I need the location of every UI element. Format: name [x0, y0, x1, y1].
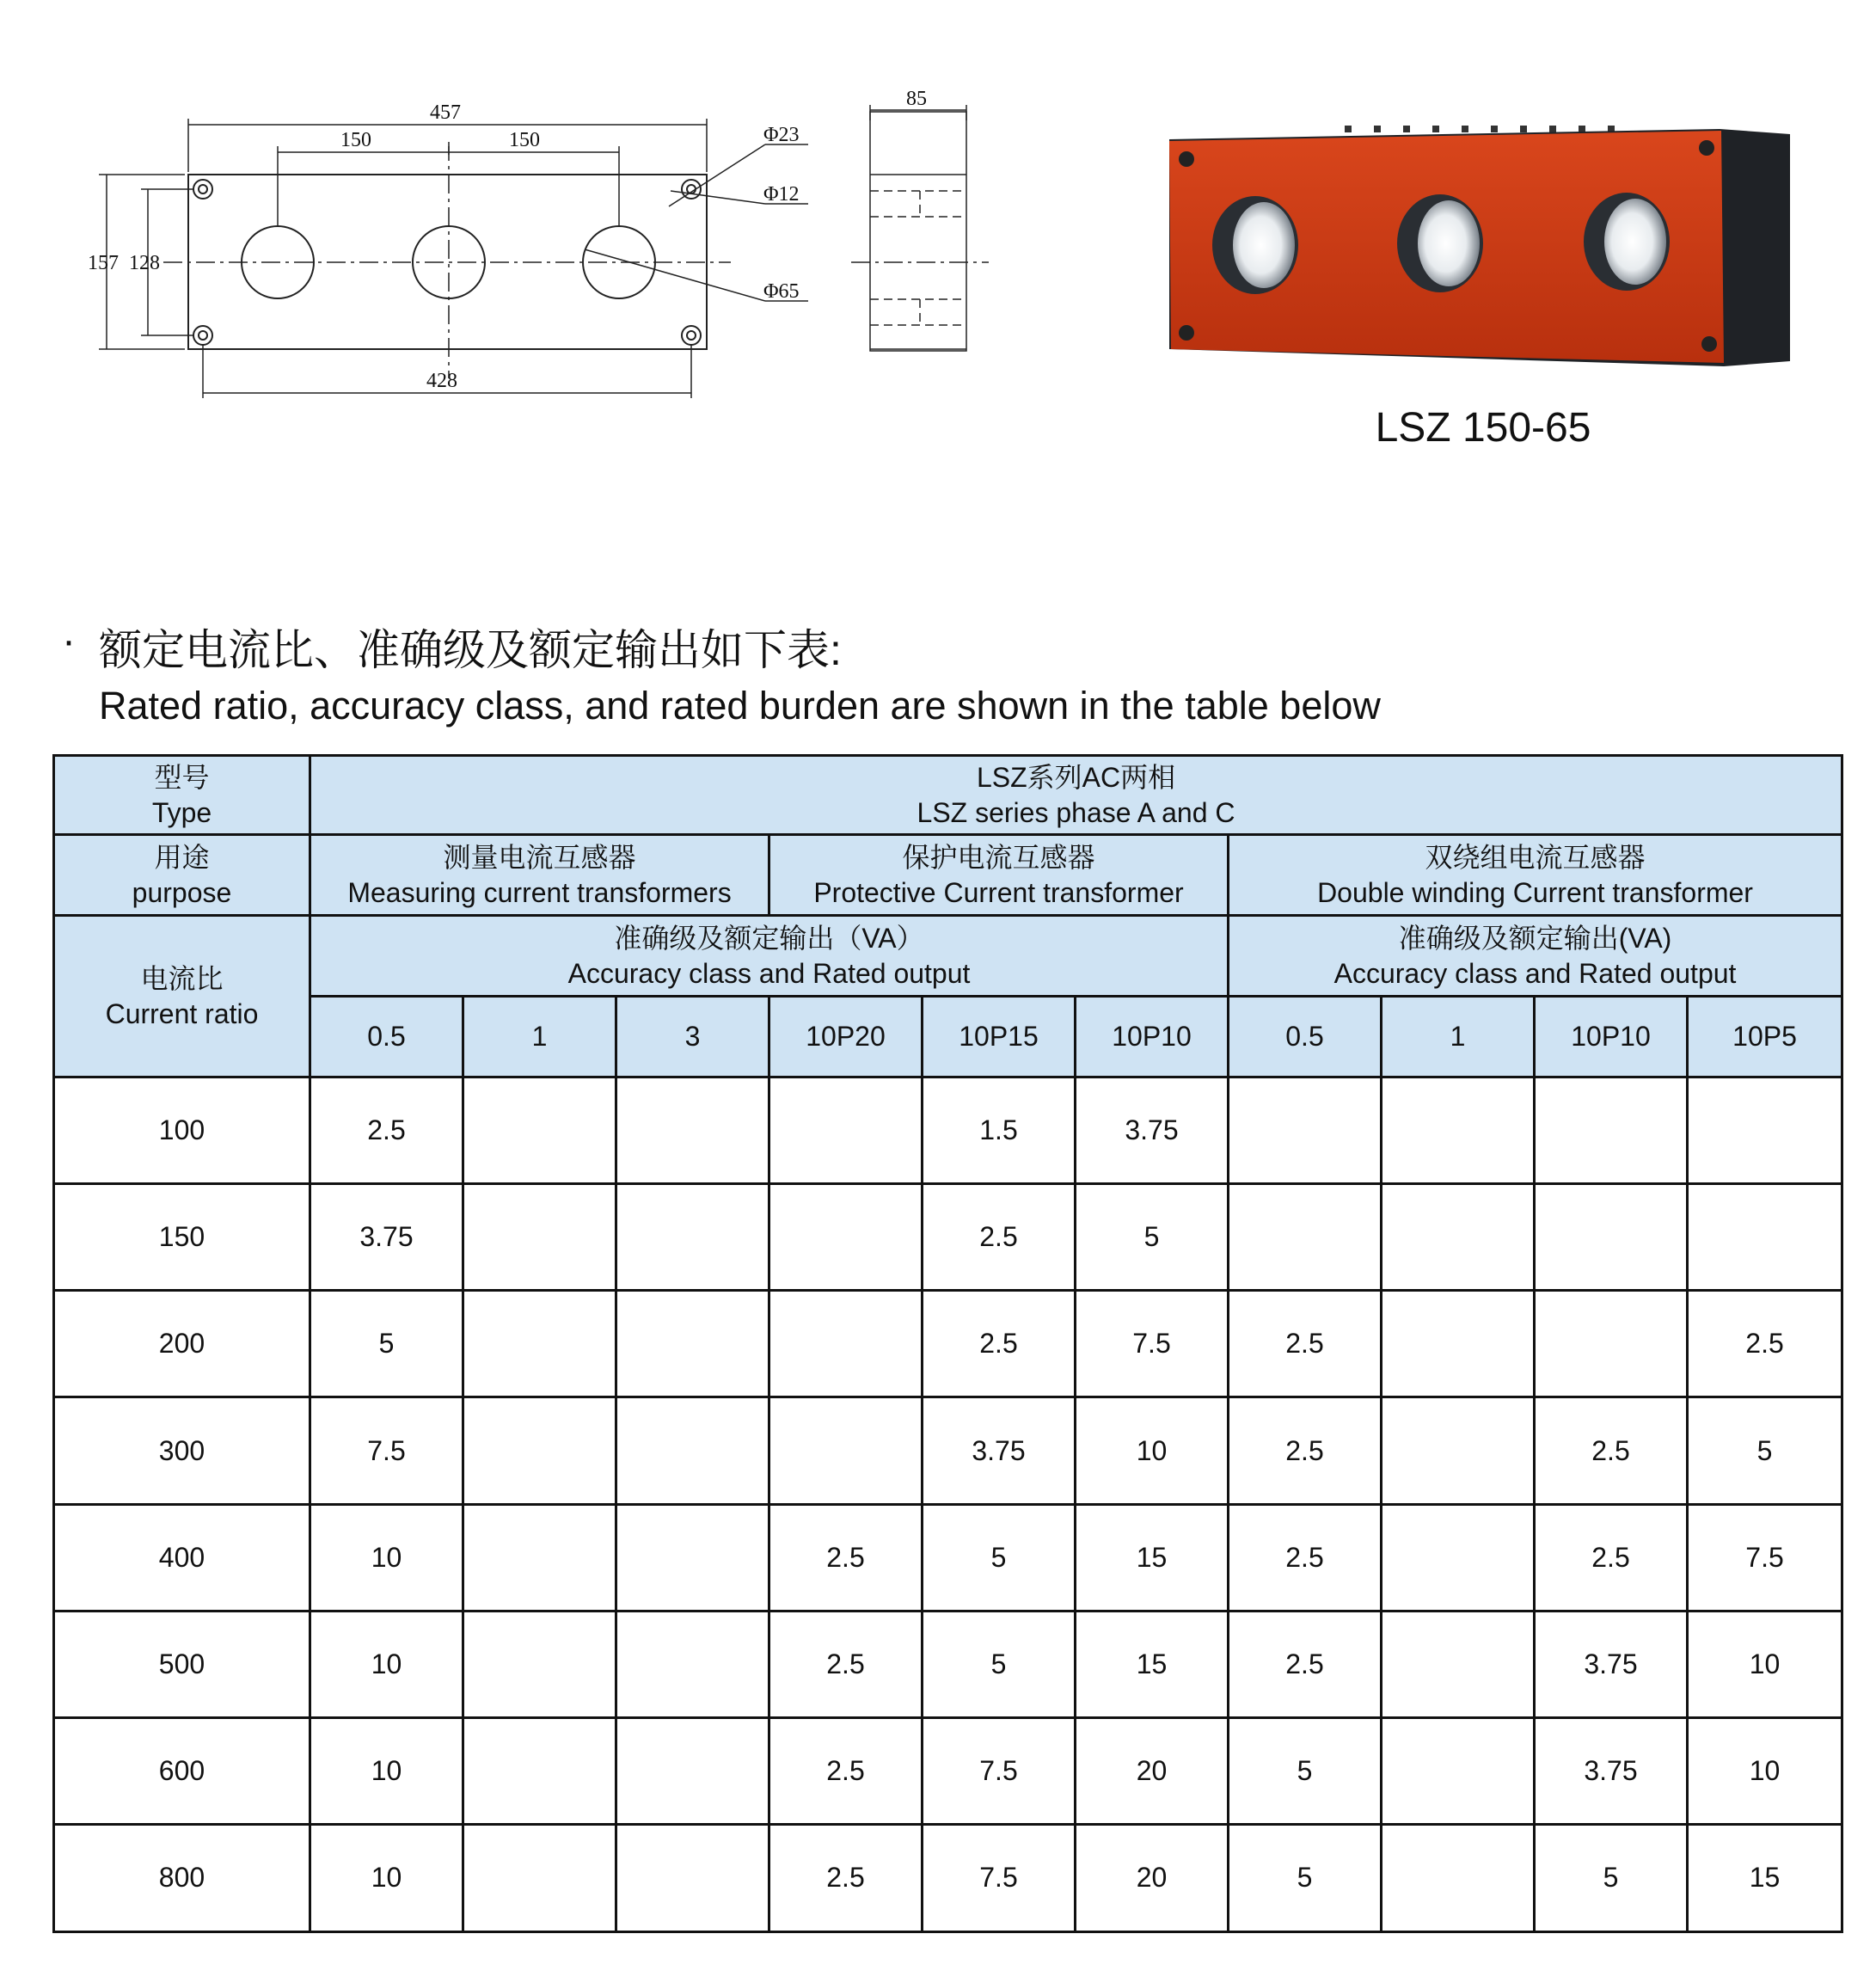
type-label-cell [54, 756, 310, 835]
ratio-cell: 600 [54, 1717, 310, 1824]
value-cell: 2.5 [923, 1291, 1076, 1397]
value-cell [463, 1077, 616, 1184]
value-cell [616, 1504, 769, 1611]
mount-hole-tl [193, 180, 212, 199]
value-cell [769, 1397, 923, 1504]
value-cell: 5 [923, 1504, 1076, 1611]
ratio-label-en: Current ratio [105, 998, 259, 1029]
dim-depth: 85 [906, 88, 927, 110]
value-cell [463, 1824, 616, 1931]
value-cell [463, 1397, 616, 1504]
value-cell [1382, 1504, 1535, 1611]
table-row [54, 1077, 1842, 1184]
value-cell: 3.75 [1076, 1077, 1229, 1184]
value-cell: 5 [1229, 1717, 1382, 1824]
side-view-outline [870, 112, 966, 351]
value-cell: 2.5 [769, 1824, 923, 1931]
value-cell: 2.5 [923, 1184, 1076, 1291]
value-cell [1382, 1397, 1535, 1504]
value-cell [1382, 1611, 1535, 1717]
purpose-row [54, 835, 1842, 916]
value-cell [1688, 1184, 1842, 1291]
value-cell [463, 1504, 616, 1611]
accuracy-left-en: Accuracy class and Rated output [567, 957, 971, 989]
value-cell: 10 [310, 1717, 463, 1824]
value-cell [463, 1717, 616, 1824]
purpose-label-cell [54, 835, 310, 916]
value-cell: 3.75 [1535, 1611, 1688, 1717]
value-cell: 15 [1076, 1504, 1229, 1611]
dim-bottom-width: 428 [426, 370, 457, 392]
double-winding-cell [1229, 835, 1842, 916]
value-cell [1535, 1077, 1688, 1184]
ratio-cell: 300 [54, 1397, 310, 1504]
type-value-cell [310, 756, 1842, 835]
accuracy-row [54, 916, 1842, 997]
purpose-label-cn: 用途 [154, 841, 210, 873]
value-cell [463, 1611, 616, 1717]
section-title-cn: 额定电流比、准确级及额定输出如下表: [99, 626, 842, 674]
value-cell: 5 [1688, 1397, 1842, 1504]
product-caption: LSZ 150-65 [1375, 405, 1591, 451]
value-cell: 3.75 [310, 1184, 463, 1291]
rating-table [52, 754, 1843, 1933]
measuring-cn: 测量电流互感器 [443, 841, 636, 873]
value-cell: 20 [1076, 1824, 1229, 1931]
dim-spacing-left: 150 [340, 129, 371, 151]
value-cell [1535, 1184, 1688, 1291]
value-cell: 5 [1535, 1824, 1688, 1931]
value-cell: 7.5 [923, 1824, 1076, 1931]
class-cell: 10P15 [923, 997, 1076, 1077]
class-cell: 10P5 [1688, 997, 1842, 1077]
ratio-label-cell [54, 916, 310, 1077]
product-photo [1152, 112, 1805, 378]
value-cell: 3.75 [923, 1397, 1076, 1504]
value-cell [463, 1291, 616, 1397]
value-cell: 2.5 [1229, 1397, 1382, 1504]
accuracy-right-en: Accuracy class and Rated output [1333, 957, 1737, 989]
table-row [54, 1397, 1842, 1504]
double-winding-cn: 双绕组电流互感器 [1425, 841, 1646, 873]
value-cell: 2.5 [310, 1077, 463, 1184]
class-cell: 0.5 [310, 997, 463, 1077]
value-cell: 7.5 [1076, 1291, 1229, 1397]
table-row [54, 1611, 1842, 1717]
value-cell [616, 1397, 769, 1504]
dim-phi-inner: Φ12 [763, 183, 800, 206]
value-cell: 10 [310, 1824, 463, 1931]
dim-phi-hole: Φ65 [763, 280, 800, 303]
ratio-cell: 400 [54, 1504, 310, 1611]
value-cell: 7.5 [1688, 1504, 1842, 1611]
value-cell: 5 [310, 1291, 463, 1397]
ratio-cell: 500 [54, 1611, 310, 1717]
class-row [54, 997, 1842, 1077]
value-cell [463, 1184, 616, 1291]
value-cell [1382, 1824, 1535, 1931]
type-value-cn: LSZ系列AC两相 [976, 761, 1176, 793]
value-cell [1382, 1291, 1535, 1397]
value-cell: 7.5 [923, 1717, 1076, 1824]
ratio-cell: 800 [54, 1824, 310, 1931]
value-cell [616, 1824, 769, 1931]
dim-height-inner: 128 [129, 252, 160, 274]
mount-hole-br [682, 326, 701, 345]
value-cell [769, 1077, 923, 1184]
value-cell: 7.5 [310, 1397, 463, 1504]
table-row [54, 1184, 1842, 1291]
value-cell: 2.5 [769, 1717, 923, 1824]
value-cell: 15 [1688, 1824, 1842, 1931]
value-cell: 15 [1076, 1611, 1229, 1717]
value-cell [616, 1077, 769, 1184]
accuracy-right-cn: 准确级及额定输出(VA) [1398, 922, 1672, 954]
value-cell [1382, 1717, 1535, 1824]
measuring-en: Measuring current transformers [347, 876, 732, 908]
value-cell: 2.5 [1229, 1611, 1382, 1717]
value-cell [616, 1717, 769, 1824]
class-cell: 10P10 [1535, 997, 1688, 1077]
type-row [54, 756, 1842, 835]
value-cell [616, 1611, 769, 1717]
value-cell [1229, 1077, 1382, 1184]
table-row [54, 1717, 1842, 1824]
value-cell: 2.5 [1229, 1291, 1382, 1397]
class-cell: 10P20 [769, 997, 923, 1077]
value-cell [1229, 1184, 1382, 1291]
table-row [54, 1824, 1842, 1931]
protective-cn: 保护电流互感器 [902, 841, 1095, 873]
value-cell: 10 [310, 1504, 463, 1611]
value-cell [1382, 1077, 1535, 1184]
protective-en: Protective Current transformer [813, 876, 1184, 908]
value-cell [769, 1291, 923, 1397]
ratio-cell: 200 [54, 1291, 310, 1397]
value-cell: 10 [310, 1611, 463, 1717]
type-value-en: LSZ series phase A and C [917, 796, 1235, 828]
ratio-cell: 150 [54, 1184, 310, 1291]
value-cell: 10 [1688, 1611, 1842, 1717]
value-cell: 2.5 [1229, 1504, 1382, 1611]
value-cell: 5 [1229, 1824, 1382, 1931]
class-cell: 1 [463, 997, 616, 1077]
class-cell: 10P10 [1076, 997, 1229, 1077]
value-cell: 2.5 [1535, 1504, 1688, 1611]
class-cell: 3 [616, 997, 769, 1077]
class-cell: 0.5 [1229, 997, 1382, 1077]
value-cell: 3.75 [1535, 1717, 1688, 1824]
value-cell [769, 1184, 923, 1291]
value-cell [1382, 1184, 1535, 1291]
protective-cell [769, 835, 1229, 916]
value-cell: 10 [1688, 1717, 1842, 1824]
measuring-cell [310, 835, 769, 916]
value-cell: 5 [923, 1611, 1076, 1717]
dim-overall-width: 457 [430, 101, 461, 124]
value-cell: 2.5 [1688, 1291, 1842, 1397]
dim-spacing-right: 150 [509, 129, 540, 151]
bullet-mark: · [62, 618, 76, 664]
double-winding-en: Double winding Current transformer [1317, 876, 1753, 908]
value-cell: 1.5 [923, 1077, 1076, 1184]
type-label-cn: 型号 [154, 761, 210, 793]
value-cell: 20 [1076, 1717, 1229, 1824]
accuracy-left-cell [310, 916, 1229, 997]
value-cell [616, 1291, 769, 1397]
value-cell: 5 [1076, 1184, 1229, 1291]
purpose-label-en: purpose [132, 876, 232, 908]
accuracy-right-cell [1229, 916, 1842, 997]
type-label-en: Type [151, 796, 212, 828]
value-cell [1535, 1291, 1688, 1397]
dimension-drawing [0, 0, 1032, 447]
ratio-cell: 100 [54, 1077, 310, 1184]
value-cell: 2.5 [769, 1504, 923, 1611]
dim-height-outer: 157 [88, 252, 119, 274]
value-cell: 2.5 [769, 1611, 923, 1717]
table-row [54, 1291, 1842, 1397]
dim-phi-outer: Φ23 [763, 124, 800, 146]
section-title-en: Rated ratio, accuracy class, and rated burden are shown in the table below [99, 684, 1381, 728]
mount-hole-bl [193, 326, 212, 345]
class-cell: 1 [1382, 997, 1535, 1077]
value-cell: 2.5 [1535, 1397, 1688, 1504]
value-cell [616, 1184, 769, 1291]
value-cell: 10 [1076, 1397, 1229, 1504]
accuracy-left-cn: 准确级及额定输出（VA） [614, 922, 924, 954]
table-row [54, 1504, 1842, 1611]
ratio-label-cn: 电流比 [140, 962, 224, 994]
value-cell [1688, 1077, 1842, 1184]
